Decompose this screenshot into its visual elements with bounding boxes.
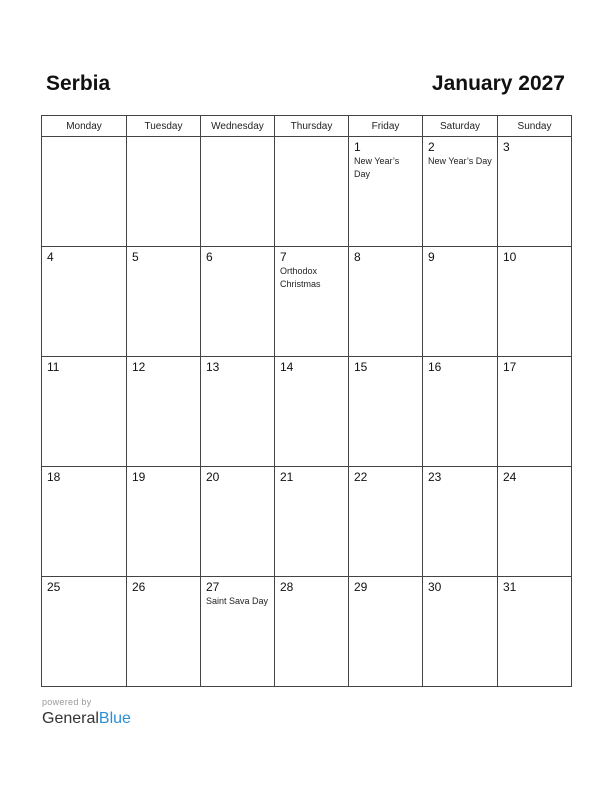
day-number: 28: [280, 580, 294, 594]
day-cell: [423, 247, 498, 357]
day-cell: [127, 357, 201, 467]
day-number: 21: [280, 470, 294, 484]
weekday-header-row: [42, 116, 572, 137]
day-cell: [201, 577, 275, 687]
footer-branding: [42, 697, 131, 729]
day-cell: [423, 357, 498, 467]
week-row: [42, 247, 572, 357]
day-number: 15: [354, 360, 368, 374]
day-number: 4: [47, 250, 54, 264]
day-cell: [498, 357, 572, 467]
day-number: 1: [354, 140, 361, 154]
day-number: 13: [206, 360, 220, 374]
day-number: 24: [503, 470, 517, 484]
day-cell: [42, 247, 127, 357]
day-cell: [42, 357, 127, 467]
brand-name-part2: Blue: [98, 710, 131, 727]
powered-by-text: powered by: [42, 697, 92, 707]
weekday-header: Tuesday: [127, 116, 201, 137]
day-number: 29: [354, 580, 368, 594]
day-cell: [349, 247, 423, 357]
day-number: 20: [206, 470, 220, 484]
day-cell: [127, 577, 201, 687]
day-number: 5: [132, 250, 139, 264]
day-number: 3: [503, 140, 510, 154]
holiday-label: New Year’s Day: [428, 156, 492, 166]
day-number: 27: [206, 580, 220, 594]
day-cell: [201, 137, 275, 247]
day-number: 18: [47, 470, 61, 484]
day-number: 19: [132, 470, 146, 484]
week-row: [42, 357, 572, 467]
day-number: 31: [503, 580, 517, 594]
weekday-header: Sunday: [498, 116, 572, 137]
day-number: 17: [503, 360, 517, 374]
day-number: 10: [503, 250, 517, 264]
day-cell: [42, 137, 127, 247]
day-cell: [275, 137, 349, 247]
calendar-month-title: January 2027: [431, 72, 565, 95]
day-cell: [127, 247, 201, 357]
day-cell: [423, 137, 498, 247]
holiday-label: Saint Sava Day: [206, 596, 269, 606]
weekday-header: Thursday: [275, 116, 349, 137]
weekday-header: Friday: [349, 116, 423, 137]
day-number: 6: [206, 250, 213, 264]
day-cell: [498, 137, 572, 247]
day-number: 7: [280, 250, 287, 264]
day-cell: [423, 577, 498, 687]
day-number: 11: [47, 360, 60, 374]
day-number: 12: [132, 360, 146, 374]
day-number: 22: [354, 470, 368, 484]
day-cell: [275, 247, 349, 357]
day-cell: [201, 467, 275, 577]
week-row: [42, 467, 572, 577]
brand-name-part1: General: [42, 710, 99, 727]
calendar-country-title: Serbia: [46, 72, 111, 95]
day-cell: [498, 467, 572, 577]
day-cell: [275, 357, 349, 467]
day-cell: [201, 357, 275, 467]
day-number: 23: [428, 470, 442, 484]
day-number: 25: [47, 580, 61, 594]
day-cell: [127, 467, 201, 577]
holiday-label: New Year’s Day: [354, 156, 400, 179]
day-number: 2: [428, 140, 435, 154]
day-cell: [349, 357, 423, 467]
day-cell: [201, 247, 275, 357]
day-number: 14: [280, 360, 294, 374]
day-cell: [498, 247, 572, 357]
day-cell: [275, 577, 349, 687]
day-cell: [127, 137, 201, 247]
day-cell: [349, 467, 423, 577]
day-cell: [42, 577, 127, 687]
day-cell: [423, 467, 498, 577]
day-cell: [498, 577, 572, 687]
day-number: 30: [428, 580, 442, 594]
weekday-header: Monday: [42, 116, 127, 137]
day-number: 9: [428, 250, 435, 264]
generalblue-logo[interactable]: [42, 709, 131, 729]
day-number: 26: [132, 580, 146, 594]
day-cell: [42, 467, 127, 577]
weekday-header: Wednesday: [201, 116, 275, 137]
day-number: 8: [354, 250, 361, 264]
day-cell: [349, 577, 423, 687]
weekday-header: Saturday: [423, 116, 498, 137]
day-number: 16: [428, 360, 442, 374]
week-row: [42, 137, 572, 247]
day-cell: [275, 467, 349, 577]
week-row: [42, 577, 572, 687]
holiday-label: Orthodox Christmas: [280, 266, 321, 289]
day-cell: [349, 137, 423, 247]
calendar-grid: [41, 115, 572, 687]
